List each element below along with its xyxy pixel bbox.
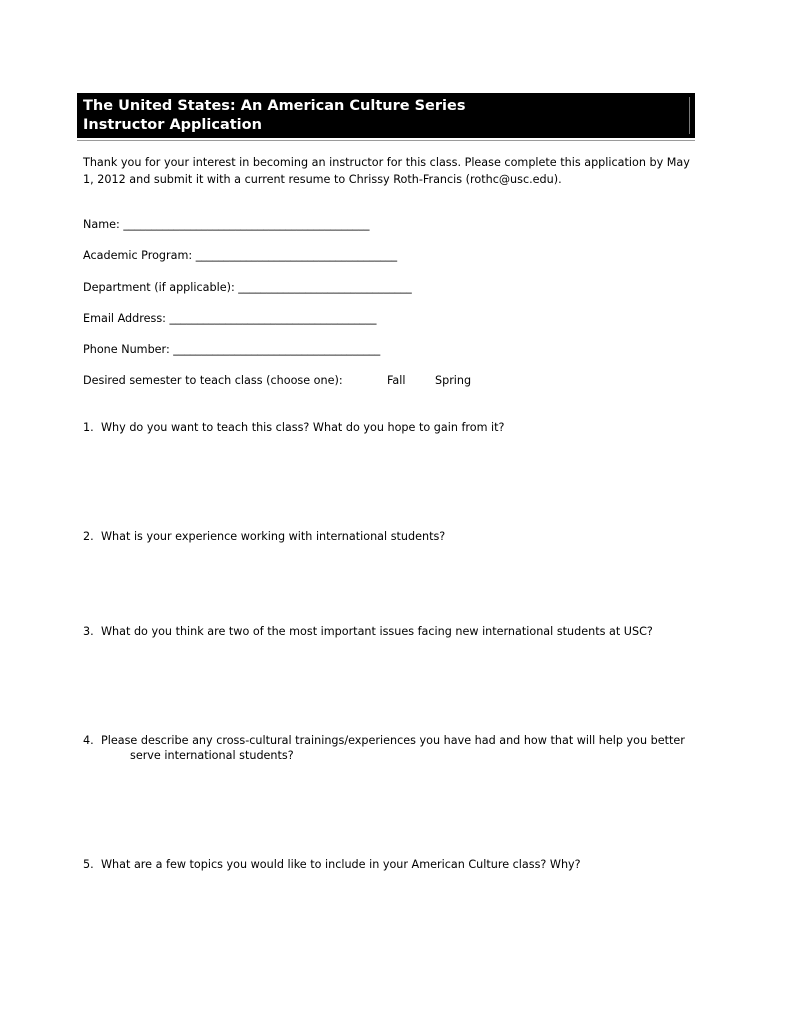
question-number: 5. [83,858,94,871]
semester-option-fall[interactable]: Fall [387,374,406,387]
question-number: 4. [83,734,94,747]
department-field[interactable]: Department (if applicable): _______________________________ [83,281,412,294]
semester-option-spring[interactable]: Spring [435,374,472,387]
question-continuation: serve international students? [130,749,294,762]
question-number: 2. [83,530,94,543]
document-subtitle: Instructor Application [83,117,262,133]
phone-field[interactable]: Phone Number: _____________________________________ [83,343,381,356]
question-text: What are a few topics you would like to include in your American Culture class? Why? [101,858,581,871]
question-text: What is your experience working with international students? [101,530,446,543]
intro-paragraph: Thank you for your interest in becoming an instructor for this class. Please complete this application by May 1, 2012 and submit it with a current resume to Chrissy Roth-Francis (rothc@usc.edu). [83,156,690,186]
email-field[interactable]: Email Address: _____________________________________ [83,312,377,325]
header-bottom-rule [77,140,695,141]
question-text: Please describe any cross-cultural trainings/experiences you have had and how that will help you better [101,734,685,747]
question-text: What do you think are two of the most important issues facing new international students at USC? [101,625,653,638]
question-number: 3. [83,625,94,638]
semester-label: Desired semester to teach class (choose one): [83,374,343,387]
name-field[interactable]: Name: ____________________________________________ [83,218,370,231]
question-number: 1. [83,421,94,434]
question-text: Why do you want to teach this class? What do you hope to gain from it? [101,421,505,434]
header-inner-rule [689,97,690,134]
academic-program-field[interactable]: Academic Program: ____________________________________ [83,249,398,262]
document-title: The United States: An American Culture Series [83,98,466,114]
